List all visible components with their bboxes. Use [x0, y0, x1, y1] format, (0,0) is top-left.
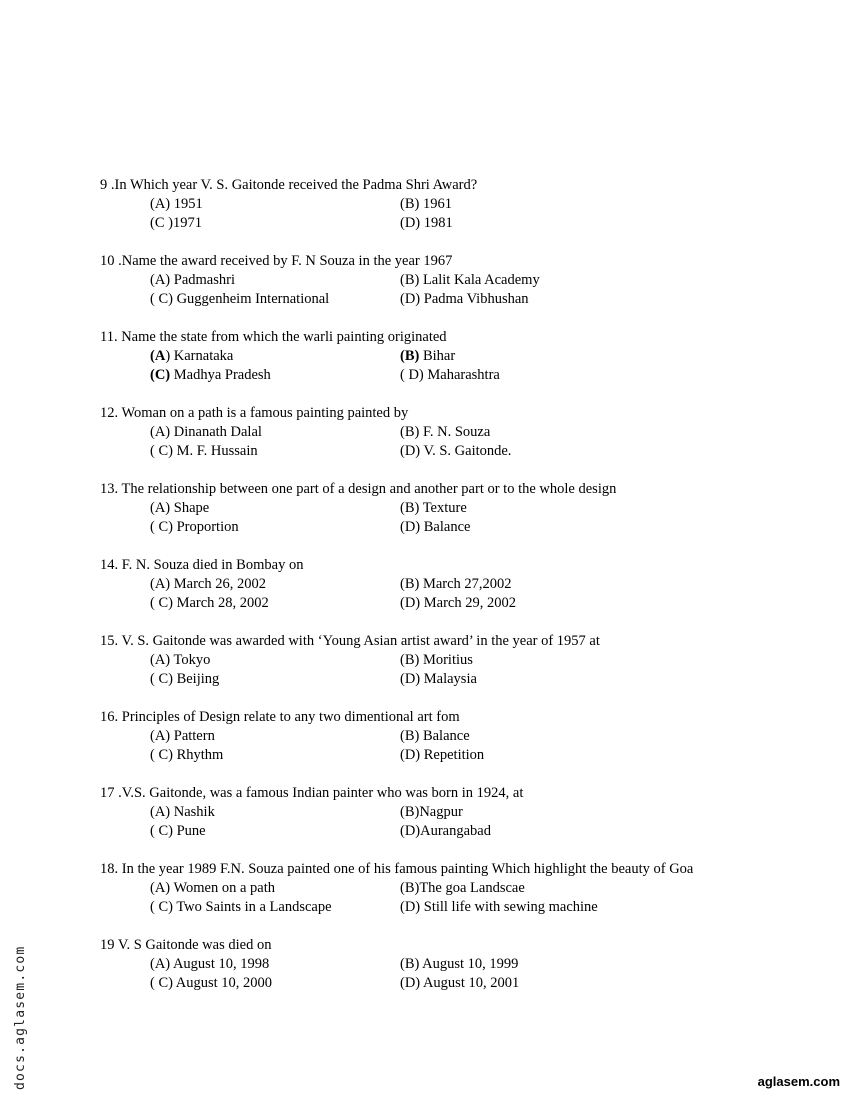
answer-option: [400, 670, 477, 689]
question-text: 15. V. S. Gaitonde was awarded with ‘Young Asian artist award’ in the year of 1957 at: [100, 633, 600, 649]
answer-option: [400, 518, 470, 537]
option-text: (D) August 10, 2001: [400, 975, 520, 991]
option-text: (D) Still life with sewing machine: [400, 899, 598, 915]
answer-option: [400, 575, 512, 594]
option-text: (B) 1961: [400, 196, 452, 212]
question-text: 9 .In Which year V. S. Gaitonde received the Padma Shri Award?: [100, 177, 478, 193]
question-block: [100, 632, 800, 689]
option-text: (A) Pattern: [150, 728, 215, 744]
answer-option: [400, 442, 511, 461]
option-text: (A) March 26, 2002: [150, 576, 266, 592]
answer-option: [150, 214, 202, 233]
option-row: [100, 366, 800, 385]
answer-option: [400, 803, 463, 822]
answer-option: [400, 214, 453, 233]
answer-option: [400, 727, 470, 746]
answer-option: [400, 879, 525, 898]
option-row: [100, 499, 800, 518]
answer-option: [400, 974, 519, 993]
answer-option: [150, 347, 233, 366]
option-row: [100, 822, 800, 841]
option-row: [100, 347, 800, 366]
option-text: ) Karnataka: [165, 348, 234, 364]
option-text: ( C) August 10, 2000: [150, 975, 273, 991]
question-block: [100, 480, 800, 537]
answer-option: [400, 366, 500, 385]
question-text: 16. Principles of Design relate to any two dimentional art fom: [100, 709, 460, 725]
option-text: (A) Tokyo: [150, 652, 211, 668]
answer-option: [150, 727, 215, 746]
option-row: [100, 651, 800, 670]
question-block: [100, 176, 800, 233]
answer-option: [150, 271, 235, 290]
option-text: (D) 1981: [400, 215, 453, 231]
option-row: [100, 518, 800, 537]
option-text: ( C) Pune: [150, 823, 206, 839]
corner-watermark: aglasem.com: [757, 1074, 840, 1089]
option-row: [100, 195, 800, 214]
option-row: [100, 727, 800, 746]
option-text: (D) Malaysia: [400, 671, 477, 687]
answer-option: [150, 366, 271, 385]
option-text: (B) F. N. Souza: [400, 424, 491, 440]
answer-option: [150, 974, 272, 993]
option-text: (C )1971: [150, 215, 202, 231]
option-text: (D) Padma Vibhushan: [400, 291, 529, 307]
question-text: 11. Name the state from which the warli painting originated: [100, 329, 447, 345]
question-block: [100, 252, 800, 309]
answer-option: [150, 290, 329, 309]
option-row: [100, 271, 800, 290]
option-row: [100, 803, 800, 822]
option-text: (A) Women on a path: [150, 880, 276, 896]
answer-option: [400, 195, 452, 214]
option-text: (B) August 10, 1999: [400, 956, 519, 972]
option-text: ( D) Maharashtra: [400, 367, 500, 383]
answer-option: [150, 195, 203, 214]
answer-option: [150, 879, 275, 898]
answer-option: [400, 347, 455, 366]
option-text: ( C) Guggenheim International: [150, 291, 330, 307]
option-text: (D) Repetition: [400, 747, 485, 763]
option-row: [100, 442, 800, 461]
question-text: 18. In the year 1989 F.N. Souza painted one of his famous painting Which highlight the beauty of Goa: [100, 861, 694, 877]
answer-option: [400, 271, 540, 290]
question-text: 12. Woman on a path is a famous painting painted by: [100, 405, 409, 421]
option-row: [100, 423, 800, 442]
answer-option: [150, 955, 269, 974]
option-text: (A) Padmashri: [150, 272, 235, 288]
option-row: [100, 290, 800, 309]
option-text: Madhya Pradesh: [170, 367, 271, 383]
option-row: [100, 575, 800, 594]
answer-option: [150, 499, 209, 518]
question-block: [100, 708, 800, 765]
option-text: (B) Texture: [400, 500, 467, 516]
side-watermark: docs.aglasem.com: [13, 945, 28, 1090]
option-text: (A) Dinanath Dalal: [150, 424, 262, 440]
option-row: [100, 746, 800, 765]
option-text: ( C) Beijing: [150, 671, 220, 687]
option-text: ( C) Two Saints in a Landscape: [150, 899, 332, 915]
option-row: [100, 955, 800, 974]
option-text: (A) August 10, 1998: [150, 956, 270, 972]
answer-option: [150, 746, 223, 765]
answer-option: [400, 746, 484, 765]
answer-option: [150, 518, 239, 537]
answer-option: [150, 575, 266, 594]
question-text: 14. F. N. Souza died in Bombay on: [100, 557, 304, 573]
option-text: (A) 1951: [150, 196, 203, 212]
option-row: [100, 670, 800, 689]
option-text: (B) Lalit Kala Academy: [400, 272, 540, 288]
answer-option: [150, 670, 219, 689]
answer-option: [400, 423, 490, 442]
question-block: [100, 556, 800, 613]
answer-option: [150, 803, 215, 822]
question-text: 13. The relationship between one part of a design and another part or to the whole design: [100, 481, 617, 497]
answer-option: [400, 499, 467, 518]
answer-option: [400, 290, 529, 309]
answer-option: [150, 442, 258, 461]
question-block: [100, 860, 800, 917]
option-text: (B) Balance: [400, 728, 470, 744]
question-block: [100, 784, 800, 841]
option-row: [100, 594, 800, 613]
answer-option: [150, 594, 269, 613]
option-text: ( C) M. F. Hussain: [150, 443, 258, 459]
question-text: 10 .Name the award received by F. N Souza in the year 1967: [100, 253, 453, 269]
answer-option: [400, 651, 473, 670]
option-text: (D)Aurangabad: [400, 823, 491, 839]
question-text: 19 V. S Gaitonde was died on: [100, 937, 272, 953]
answer-option: [150, 423, 262, 442]
answer-option: [150, 651, 210, 670]
option-text: (B) March 27,2002: [400, 576, 512, 592]
option-text: ( C) Rhythm: [150, 747, 224, 763]
option-text: (D) V. S. Gaitonde.: [400, 443, 512, 459]
answer-option: [150, 898, 332, 917]
option-label-bold: (C): [150, 367, 171, 383]
option-row: [100, 974, 800, 993]
option-text: Bihar: [419, 348, 456, 364]
option-row: [100, 898, 800, 917]
option-text: (A) Shape: [150, 500, 210, 516]
question-block: [100, 936, 800, 993]
option-text: ( C) March 28, 2002: [150, 595, 269, 611]
answer-option: [400, 594, 516, 613]
option-label-bold: (A: [150, 348, 166, 364]
question-block: [100, 404, 800, 461]
option-label-bold: (B): [400, 348, 420, 364]
answer-option: [400, 955, 518, 974]
question-text: 17 .V.S. Gaitonde, was a famous Indian painter who was born in 1924, at: [100, 785, 524, 801]
option-text: (B)The goa Landscae: [400, 880, 525, 896]
option-text: (A) Nashik: [150, 804, 215, 820]
option-text: (B) Moritius: [400, 652, 473, 668]
answer-option: [400, 898, 598, 917]
option-row: [100, 879, 800, 898]
option-row: [100, 214, 800, 233]
question-block: [100, 328, 800, 385]
option-text: (D) March 29, 2002: [400, 595, 516, 611]
question-list: [100, 176, 800, 1012]
option-text: (B)Nagpur: [400, 804, 463, 820]
answer-option: [400, 822, 491, 841]
answer-option: [150, 822, 206, 841]
option-text: (D) Balance: [400, 519, 471, 535]
option-text: ( C) Proportion: [150, 519, 239, 535]
